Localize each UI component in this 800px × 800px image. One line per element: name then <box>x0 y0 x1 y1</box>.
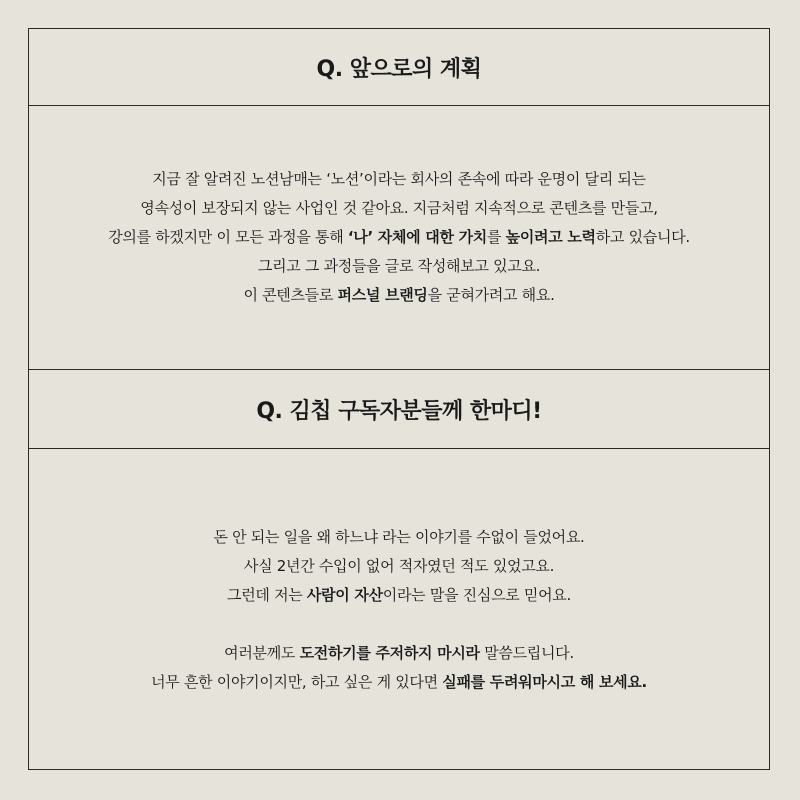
section2-line: 그런데 저는 사람이 자산이라는 말을 진심으로 믿어요. <box>227 585 571 604</box>
section1-body <box>29 106 769 370</box>
section2-paragraph <box>151 523 647 697</box>
emphasis-text: 실패를 두려워마시고 해 보세요. <box>442 672 647 691</box>
section1-line: 그리고 그 과정들을 글로 작성해보고 있고요. <box>257 257 541 275</box>
interview-card <box>28 28 770 770</box>
section2-line: 사실 2년간 수입이 없어 적자였던 적도 있었고요. <box>243 556 555 575</box>
section2-header <box>29 370 769 449</box>
section1-header <box>29 29 769 106</box>
section2-body <box>29 449 769 770</box>
section1-line: 영속성이 보장되지 않는 사업인 것 같아요. 지금처럼 지속적으로 콘텐츠를 만들고, <box>140 199 658 217</box>
section2-line: 돈 안 되는 일을 왜 하느냐 라는 이야기를 수없이 들었어요. <box>213 527 585 546</box>
emphasis-text: 도전하기를 주저하지 마시라 <box>299 643 480 662</box>
section2-line: 여러분께도 도전하기를 주저하지 마시라 말씀드립니다. <box>224 643 574 662</box>
emphasis-text: 높이려고 노력 <box>505 228 596 246</box>
section1-title: Q. 앞으로의 계획 <box>316 56 482 82</box>
emphasis-text: 사람이 자산 <box>306 585 383 604</box>
section2-line: 너무 흔한 이야기이지만, 하고 싶은 게 있다면 실패를 두려워마시고 해 보세요. <box>151 672 647 691</box>
emphasis-text: ‘나’ 자체에 대한 가치 <box>347 228 487 246</box>
section1-line: 지금 잘 알려진 노션남매는 ‘노션’이라는 회사의 존속에 따라 운명이 달리 되는 <box>152 170 646 188</box>
paragraph-gap <box>151 610 647 639</box>
section2-title: Q. 김칩 구독자분들께 한마디! <box>256 398 542 424</box>
section1-line: 강의를 하겠지만 이 모든 과정을 통해 ‘나’ 자체에 대한 가치를 높이려고 노력하고 있습니다. <box>108 228 690 246</box>
emphasis-text: 퍼스널 브랜딩 <box>337 286 428 304</box>
section1-paragraph <box>108 165 690 310</box>
section1-line: 이 콘텐츠들로 퍼스널 브랜딩을 굳혀가려고 해요. <box>243 286 555 304</box>
